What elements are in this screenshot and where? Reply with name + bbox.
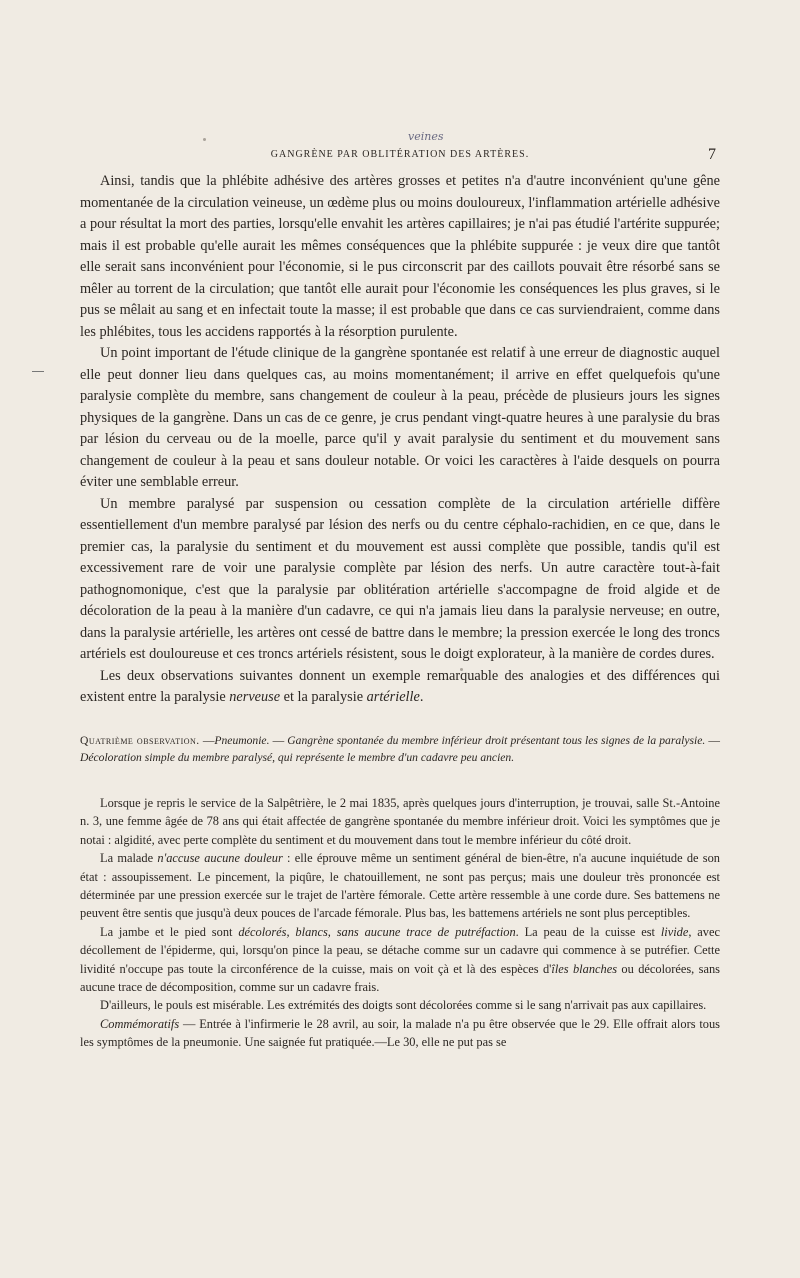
observation-label: Quatrième observation. (80, 734, 200, 747)
text-run: . La peau de la cuisse est (515, 924, 661, 939)
page-number: 7 (708, 146, 716, 163)
observation-summary: Gangrène spontanée du membre inférieur droit présentant tous les signes de la paralysie. (287, 734, 706, 747)
case-paragraph (80, 849, 720, 923)
handwritten-annotation: veines (408, 130, 444, 143)
case-report (80, 794, 720, 1052)
text-run: Les deux observations suivantes donnent un exemple remarquable des analogies et des différences qui existent entre la paralysie (80, 667, 720, 705)
paragraph: Un membre paralysé par suspension ou cessation complète de la circulation artérielle diffère essentiellement d'un membre paralysé par lésion des nerfs ou du centre céphalo-rachidien, en ce que, dans le premier cas, la paralysie du sentiment et du mouvement est aussi complète que possible, tandis qu'il est excessivement rare de voir une paralysie complète par lésion des nerfs. Un autre caractère tout-à-fait pathognomonique, c'est que la paralysie par oblitération artérielle s'accompagne de froid algide et de décoloration de la peau à la manière d'un cadavre, ce qui n'a jamais lieu dans la paralysie nerveuse; en outre, dans la paralysie artérielle, les artères ont cessé de battre dans le membre; la pression exercée le long des troncs artériels est douloureuse et ces troncs artériels résistent, sous le doigt explorateur, à la manière de cordes dures. (80, 495, 720, 662)
emphasis: îles blanches (551, 961, 618, 976)
term-nerveuse: nerveuse (229, 689, 281, 705)
ink-speck (203, 138, 206, 141)
running-head: GANGRÈNE PAR OBLITÉRATION DES ARTÈRES. (270, 149, 530, 160)
observation-summary-2: Décoloration simple du membre paralysé, qui représente le membre d'un cadavre peu ancien. (80, 751, 515, 764)
emphasis: Commémoratifs (100, 1016, 180, 1031)
page-header (80, 146, 720, 169)
text-run: , avec décollement de l'épiderme, qui, lorsqu'on pince la peau, se détache comme sur un cadavre qui commence à se putréfier. Cette lividité n'occupe pas toute la circonférence de la cuisse, mais on voit çà et là des espèces d' (80, 924, 720, 976)
emphasis: livide (660, 924, 689, 939)
observation-disease: Pneumonie. (214, 734, 270, 747)
paragraph (80, 666, 720, 709)
text-run: La malade (100, 851, 158, 866)
main-text (80, 171, 720, 709)
emphasis: n'accuse aucune douleur (157, 851, 283, 866)
paragraph: Ainsi, tandis que la phlébite adhésive des artères grosses et petites n'a d'autre inconvénient qu'une gêne momentanée de la circulation veineuse, un œdème plus ou moins douloureux, l'inflammation artérielle adhésive a pour résultat la mort des parties, lorsqu'elle envahit les artères capillaires; je n'ai pas étudié l'artérite suppurée; mais il est probable qu'elle aurait les mêmes conséquences que la phlébite suppurée : je veux dire que tantôt elle serait sans inconvénient pour l'économie, si le pus circonscrit par des caillots pouvait être résorbé sans se mêler au torrent de la circulation; que tantôt elle aurait pour l'économie les conséquences les plus graves, si le pus se mêlait au sang et en infectait toute la masse; il est probable que dans ce cas surviendraient, comme dans les phlébites, tous les accidens rapportés à la résorption purulente. (80, 173, 720, 340)
case-paragraph (80, 1015, 720, 1052)
term-arterielle: artérielle (366, 689, 420, 705)
text-run: — (269, 734, 288, 747)
text-run: La jambe et le pied sont (100, 924, 239, 939)
text-run: ou décolorées, sans aucune trace de décomposition, comme sur un cadavre frais. (80, 961, 720, 995)
text-run: — Entrée à l'infirmerie le 28 avril, au soir, la malade n'a pu être observée que le 29. Elle offrait alors tous les symptômes de la pneumonie. Une saignée fut pratiquée.—Le 30, elle ne put pas se (80, 1016, 720, 1050)
text-run: . (419, 689, 424, 705)
case-paragraph: Lorsque je repris le service de la Salpêtrière, le 2 mai 1835, après quelques jours d'interruption, je trouvai, salle St.-Antoine n. 3, une femme âgée de 78 ans qui était affectée de gangrène spontanée du membre inférieur droit. Voici les symptômes que je notai : algidité, avec perte complète du sentiment et du mouvement dans tout le membre inférieur du côté droit. (80, 796, 720, 847)
text-run: : elle éprouve même un sentiment général de bien-être, n'a aucune inquiétude de son état : assoupissement. Le pincement, la piqûre, le chatouillement, ne sont pas perçus; mais une douleur très prononcée est déterminée par une pression exercée sur le trajet de l'artère fémorale. Cette artère ressemble à une corde dure. Ses battemens ne peuvent être sentis que jusqu'à deux pouces de l'arcade fémorale. Plus bas, les battemens artériels ne sont plus perceptibles. (80, 851, 720, 921)
case-paragraph (80, 923, 720, 997)
text-run: et la paralysie (280, 689, 367, 705)
margin-mark (32, 371, 44, 372)
text-run: — (199, 734, 215, 747)
text-run: — (705, 734, 720, 747)
observation-heading (80, 732, 720, 766)
case-paragraph: D'ailleurs, le pouls est misérable. Les extrémités des doigts sont décolorées comme si le sang n'arrivait pas aux capillaires. (100, 998, 707, 1013)
paragraph: Un point important de l'étude clinique de la gangrène spontanée est relatif à une erreur de diagnostic auquel elle peut donner lieu dans quelques cas, au moins momentanément; il arrive en effet quelquefois qu'une paralysie complète du membre, sans changement de couleur à la peau, précède de plusieurs jours les signes physiques de la gangrène. Dans un cas de ce genre, je crus pendant vingt-quatre heures à une paralysie du bras par lésion du cerveau ou de la moelle, parce qu'il y avait paralysie du sentiment et du mouvement sans changement de couleur à la peau et sans douleur notable. Or voici les caractères à l'aide desquels on pourra éviter une semblable erreur. (80, 345, 720, 490)
emphasis: décolorés, blancs, sans aucune trace de putréfaction (238, 924, 516, 939)
